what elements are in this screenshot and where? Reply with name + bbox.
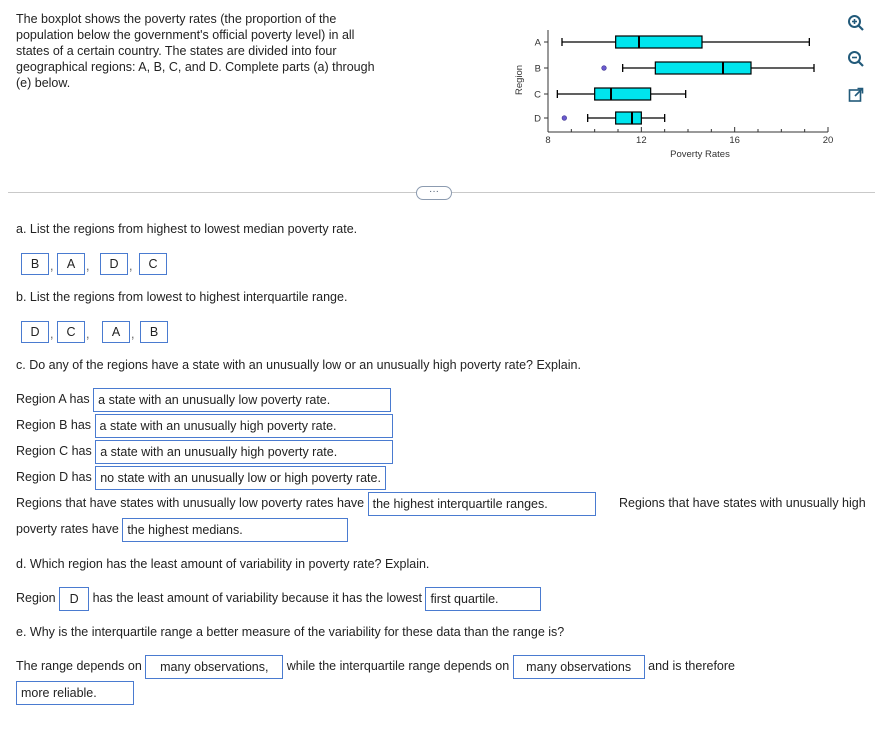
outlier-point (602, 66, 607, 71)
y-tick-label: C (534, 89, 541, 101)
part-c-high-row (16, 517, 348, 541)
part-e-row (16, 654, 735, 678)
part-c-row-d (16, 465, 386, 489)
part-a-answer-4[interactable]: C (139, 253, 167, 275)
part-a-separator: , (50, 259, 54, 273)
part-c-question: c. Do any of the regions have a state with an unusually low or an unusually high poverty rate? Explain. (16, 358, 581, 372)
part-c-row-b (16, 413, 393, 437)
part-b-answer-1[interactable]: D (21, 321, 49, 343)
part-b-separator: , (86, 327, 90, 341)
x-tick-label: 16 (729, 135, 740, 146)
part-c-high-answer[interactable]: the highest medians. (122, 518, 348, 542)
part-e-question: e. Why is the interquartile range a better measure of the variability for these data than the range is? (16, 625, 565, 639)
part-a-separator: , (86, 259, 90, 273)
part-d-question: d. Which region has the least amount of variability in poverty rate? Explain. (16, 557, 430, 571)
zoom-out-icon[interactable] (845, 48, 867, 70)
part-d-middle: has the least amount of variability because it has the lowest (92, 591, 422, 605)
part-c-row-a (16, 387, 391, 411)
part-b-answer-3[interactable]: A (102, 321, 130, 343)
part-c-row-c (16, 439, 393, 463)
part-c-low-label: Regions that have states with unusually low poverty rates have (16, 496, 365, 510)
part-c-answer-b[interactable]: a state with an unusually high poverty rate. (95, 414, 393, 438)
box-iqr (595, 88, 651, 100)
part-d-region-answer[interactable]: D (59, 587, 89, 611)
y-tick-label: D (534, 113, 541, 125)
part-e-answer-2[interactable]: many observations (513, 655, 645, 679)
part-a-separator: , (129, 259, 133, 273)
part-c-high-label-cont: poverty rates have (16, 522, 119, 536)
part-b-separator: , (131, 327, 135, 341)
part-e-answer-3[interactable]: more reliable. (16, 681, 134, 705)
part-c-row-label: Region C has (16, 444, 92, 458)
part-c-answer-d[interactable]: no state with an unusually low or high poverty rate. (95, 466, 386, 490)
y-tick-label: B (534, 63, 541, 75)
x-axis-label: Poverty Rates (670, 149, 730, 160)
outlier-point (562, 116, 567, 121)
x-tick-label: 12 (636, 135, 647, 146)
part-c-row-label: Region D has (16, 470, 92, 484)
part-c-answer-c[interactable]: a state with an unusually high poverty rate. (95, 440, 393, 464)
part-c-low-row (16, 491, 596, 515)
box-iqr (655, 62, 751, 74)
part-e-prefix: The range depends on (16, 659, 142, 673)
part-e-row-2 (16, 680, 134, 704)
part-a-answer-3[interactable]: D (100, 253, 128, 275)
part-c-high-label: Regions that have states with unusually high (619, 496, 866, 510)
part-b-question: b. List the regions from lowest to highest interquartile range. (16, 290, 348, 304)
part-d-row (16, 586, 541, 610)
part-a-answer-1[interactable]: B (21, 253, 49, 275)
boxplot-chart (508, 22, 838, 168)
x-tick-label: 20 (822, 135, 834, 146)
part-a-answer-2[interactable]: A (57, 253, 85, 275)
part-d-reason-answer[interactable]: first quartile. (425, 587, 541, 611)
part-c-row-label: Region B has (16, 418, 92, 432)
part-b-answer-4[interactable]: B (140, 321, 168, 343)
part-d-prefix: Region (16, 591, 56, 605)
part-a-question: a. List the regions from highest to lowest median poverty rate. (16, 222, 358, 236)
box-iqr (616, 36, 702, 48)
part-c-row-label: Region A has (16, 392, 90, 406)
part-e-answer-1[interactable]: many observations, (145, 655, 283, 679)
x-tick-label: 8 (545, 135, 551, 146)
part-b-separator: , (50, 327, 54, 341)
part-e-middle: while the interquartile range depends on (286, 659, 510, 673)
part-e-suffix: and is therefore (648, 659, 735, 673)
zoom-in-icon[interactable] (845, 12, 867, 34)
y-tick-label: A (534, 37, 541, 49)
more-button[interactable]: ··· (416, 186, 452, 200)
part-c-low-answer[interactable]: the highest interquartile ranges. (368, 492, 596, 516)
problem-intro: The boxplot shows the poverty rates (the proportion of the population below the government's official poverty level) in all states of a certain country. The states are divided into four geographical regions: A, B, C, and D. Complete parts (a) through (e) below. (16, 12, 375, 90)
y-axis-label: Region (514, 64, 525, 96)
part-b-answer-2[interactable]: C (57, 321, 85, 343)
part-c-answer-a[interactable]: a state with an unusually low poverty rate. (93, 388, 391, 412)
expand-icon[interactable] (845, 84, 867, 106)
box-iqr (616, 112, 642, 124)
